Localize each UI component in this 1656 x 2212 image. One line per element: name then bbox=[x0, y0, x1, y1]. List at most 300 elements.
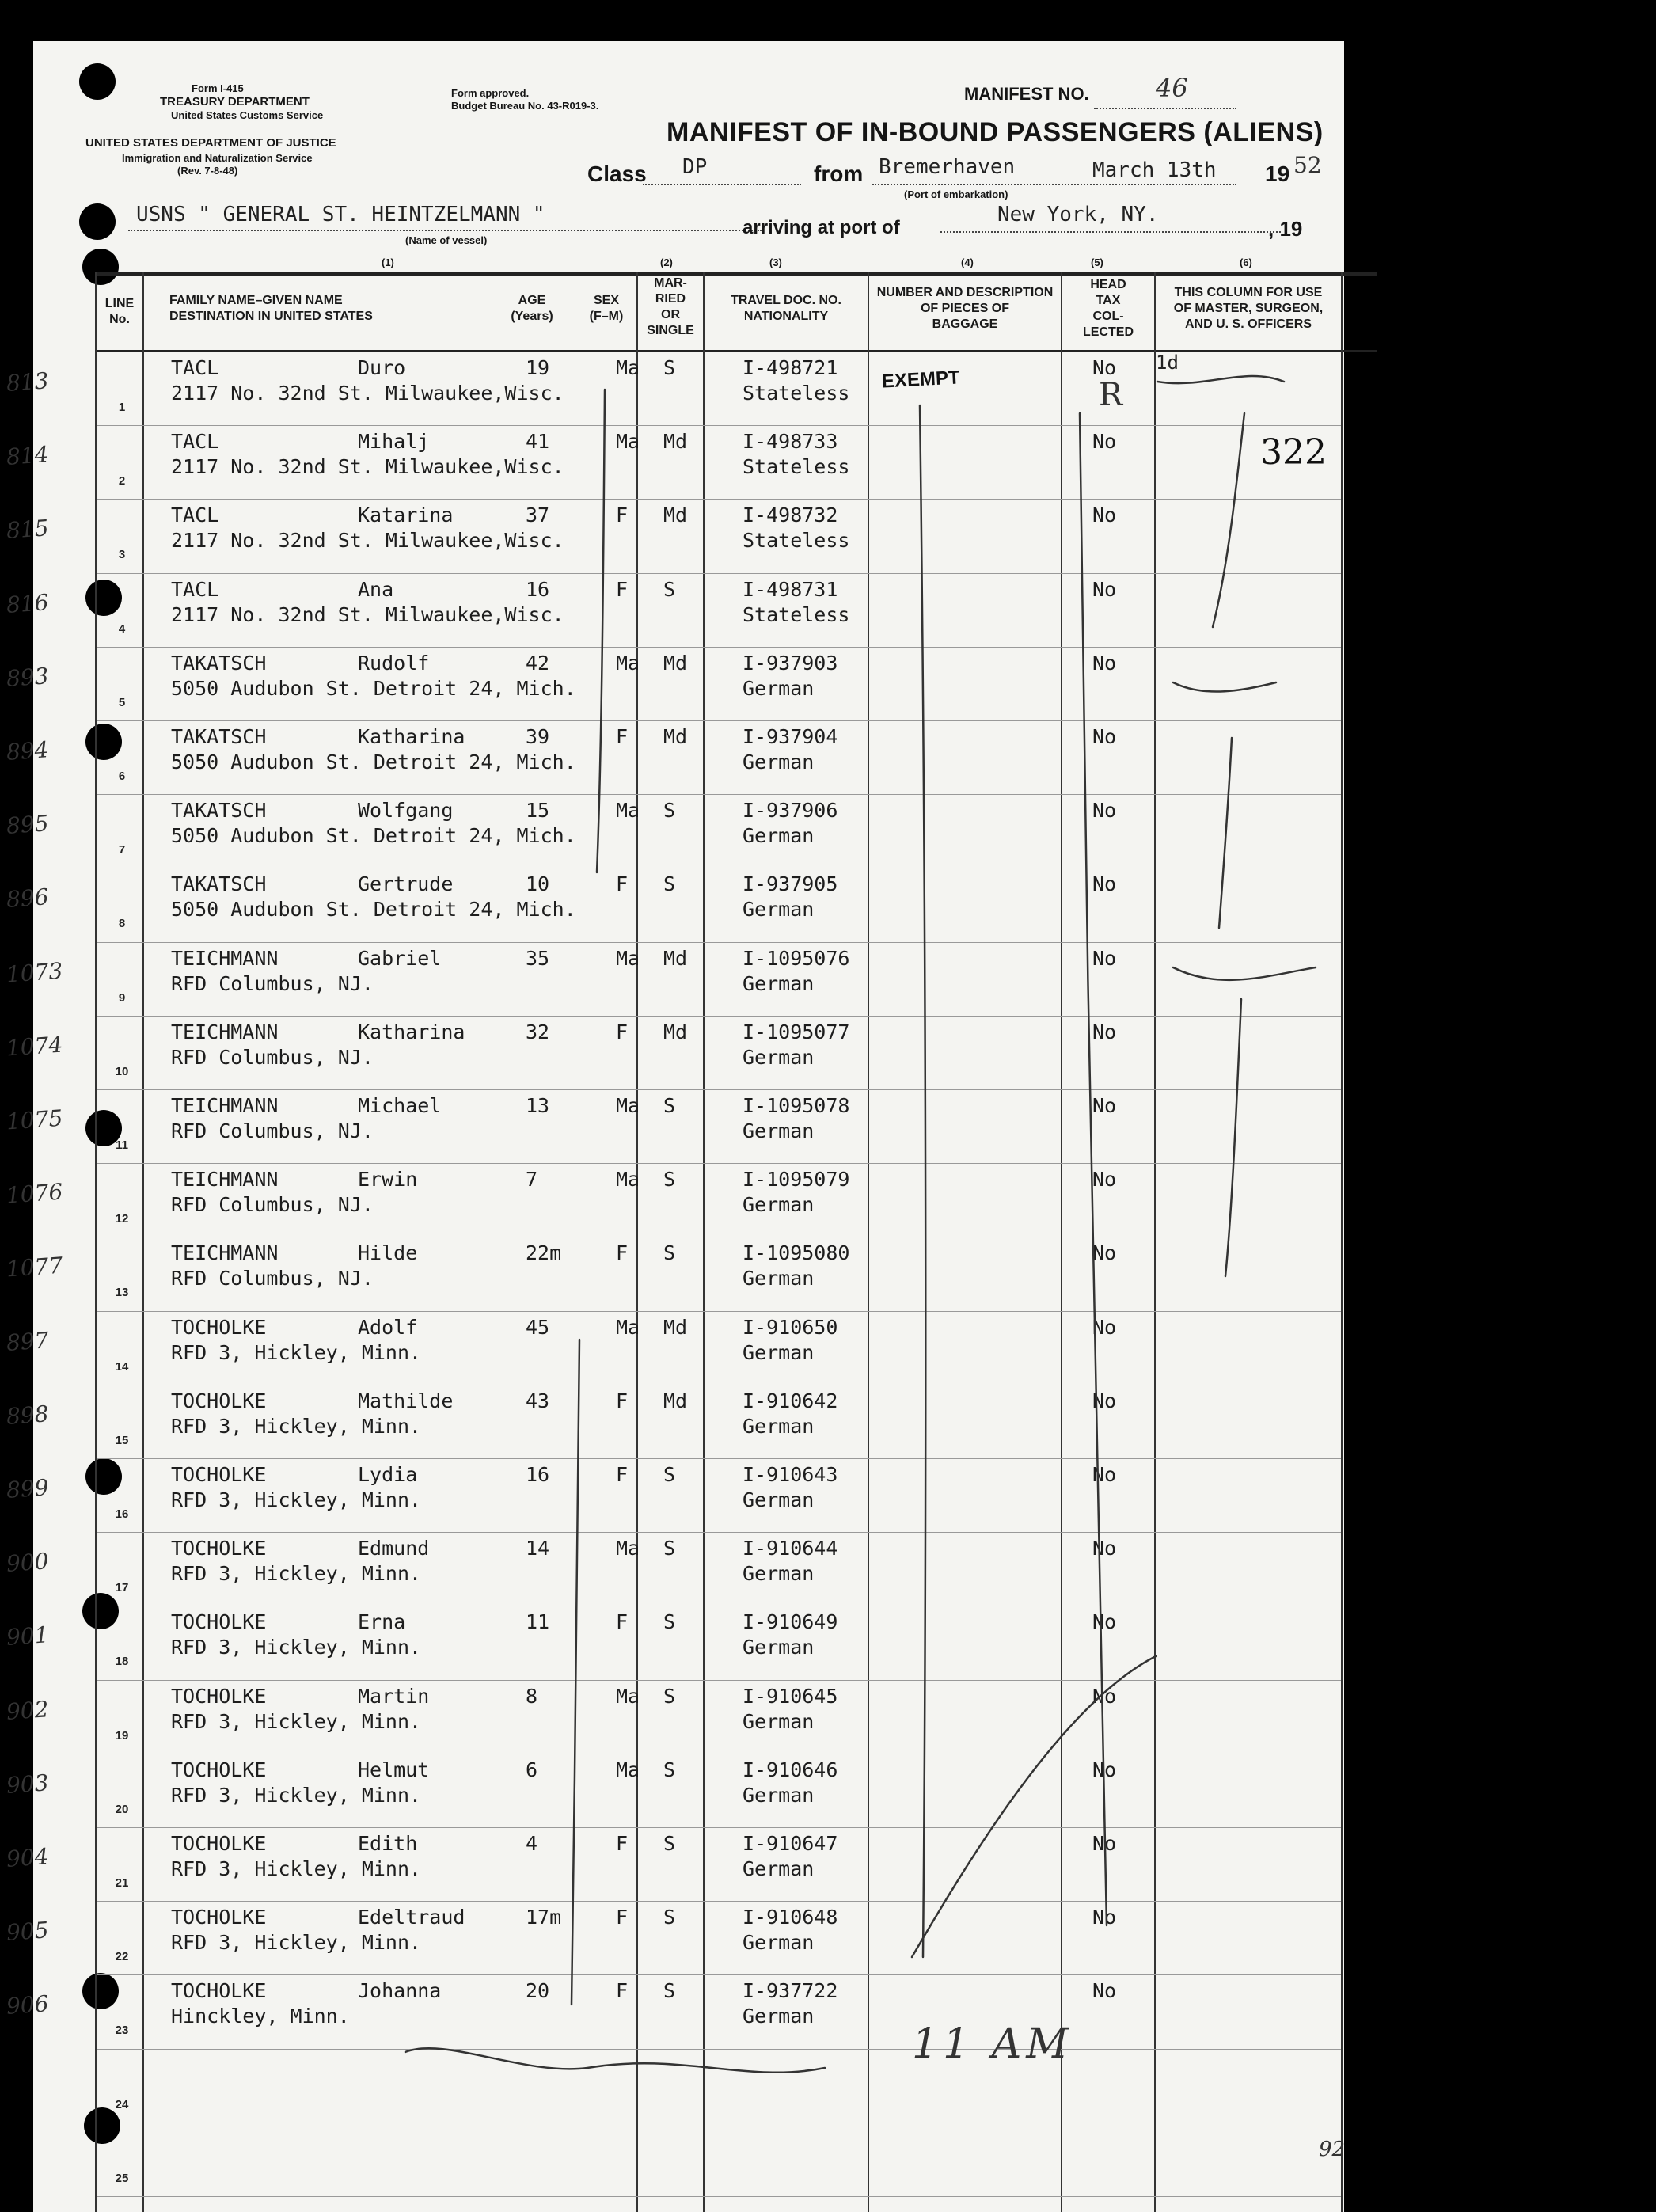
passenger-age: 16 bbox=[526, 1463, 550, 1486]
passenger-given-name: Gabriel bbox=[358, 946, 442, 970]
travel-doc-number: I-910643 bbox=[743, 1463, 838, 1486]
manifest-page bbox=[5, 41, 1346, 2212]
nationality: German bbox=[743, 1340, 815, 1364]
destination-address: RFD 3, Hickley, Minn. bbox=[171, 1562, 422, 1586]
class-label: Class bbox=[587, 162, 647, 186]
travel-doc-number: I-498721 bbox=[743, 356, 838, 379]
passenger-sex: F bbox=[616, 1020, 629, 1043]
passenger-surname: TOCHOLKE bbox=[171, 1610, 267, 1634]
destination-address: Hinckley, Minn. bbox=[171, 2005, 350, 2028]
destination-address: 2117 No. 32nd St. Milwaukee,Wisc. bbox=[171, 602, 564, 626]
destination-address: 5050 Audubon St. Detroit 24, Mich. bbox=[171, 676, 576, 700]
travel-doc-number: I-937904 bbox=[743, 725, 838, 748]
passenger-given-name: Adolf bbox=[358, 1315, 418, 1339]
margin-number: 904 bbox=[5, 1843, 50, 1872]
passenger-sex: Ma bbox=[616, 1168, 640, 1192]
nationality: German bbox=[743, 751, 815, 773]
marital-status: Md bbox=[663, 1389, 688, 1412]
passenger-age: 32 bbox=[526, 1020, 550, 1043]
head-tax: No bbox=[1092, 577, 1117, 601]
nationality: German bbox=[743, 1709, 815, 1733]
passenger-surname: TEICHMANN bbox=[171, 1241, 279, 1265]
passenger-sex: F bbox=[616, 872, 629, 896]
class-value: DP bbox=[682, 155, 708, 179]
line-number: 9 bbox=[118, 990, 126, 1005]
passenger-given-name: Hilde bbox=[358, 1241, 418, 1265]
passenger-surname: TAKATSCH bbox=[171, 725, 267, 748]
marital-status: S bbox=[663, 1094, 676, 1117]
margin-number: 899 bbox=[5, 1474, 50, 1503]
budget-bureau: Budget Bureau No. 43-R019-3. bbox=[451, 100, 599, 112]
form-approved: Form approved. bbox=[451, 87, 530, 99]
head-tax: No bbox=[1092, 1389, 1117, 1412]
passenger-age: 16 bbox=[526, 577, 550, 601]
page-corner-number: 92 bbox=[1319, 2138, 1346, 2161]
passenger-surname: TAKATSCH bbox=[171, 872, 267, 896]
nationality: German bbox=[743, 2005, 815, 2028]
marital-status: Md bbox=[663, 946, 688, 970]
passenger-given-name: Lydia bbox=[358, 1463, 418, 1486]
line-number: 19 bbox=[115, 1728, 129, 1743]
marital-status: S bbox=[663, 577, 676, 601]
head-tax: No bbox=[1092, 799, 1117, 823]
travel-doc-number: I-1095079 bbox=[743, 1168, 850, 1192]
passenger-surname: TOCHOLKE bbox=[171, 1463, 267, 1486]
nationality: German bbox=[743, 676, 815, 700]
margin-number: 814 bbox=[5, 441, 50, 471]
line-number: 6 bbox=[118, 770, 126, 783]
travel-doc-number: I-937905 bbox=[743, 872, 838, 896]
passenger-sex: Ma bbox=[616, 799, 640, 823]
travel-doc-number: I-498731 bbox=[743, 577, 838, 601]
destination-address: 5050 Audubon St. Detroit 24, Mich. bbox=[171, 751, 576, 773]
port-embark-label: (Port of embarkation) bbox=[904, 188, 1008, 200]
passenger-surname: TEICHMANN bbox=[171, 1168, 279, 1192]
passenger-given-name: Martin bbox=[358, 1684, 430, 1708]
line-number: 13 bbox=[115, 1286, 129, 1300]
travel-doc-number: I-910642 bbox=[743, 1389, 838, 1412]
marital-status: S bbox=[663, 1463, 676, 1486]
line-number: 11 bbox=[116, 1138, 128, 1152]
passenger-given-name: Erwin bbox=[358, 1168, 418, 1192]
passenger-age: 17m bbox=[526, 1906, 562, 1929]
col-header-travel: TRAVEL DOC. NO. NATIONALITY bbox=[731, 294, 841, 323]
col-header-name: FAMILY NAME–GIVEN NAME DESTINATION IN UNITED STATES bbox=[169, 294, 373, 323]
passenger-age: 11 bbox=[526, 1610, 550, 1634]
marital-status: Md bbox=[663, 504, 688, 527]
travel-doc-number: I-910649 bbox=[743, 1610, 838, 1634]
justice-dept: UNITED STATES DEPARTMENT OF JUSTICE bbox=[85, 136, 336, 150]
margin-number: 1077 bbox=[5, 1252, 64, 1283]
head-tax: No bbox=[1092, 1020, 1117, 1043]
margin-number: 815 bbox=[5, 515, 50, 545]
destination-address: RFD 3, Hickley, Minn. bbox=[171, 1414, 422, 1438]
passenger-given-name: Mathilde bbox=[358, 1389, 454, 1412]
headtax-mark: R bbox=[1099, 377, 1123, 413]
passenger-age: 42 bbox=[526, 651, 550, 675]
line-number: 22 bbox=[115, 1950, 129, 1964]
margin-number: 1076 bbox=[5, 1178, 64, 1209]
line-number: 20 bbox=[115, 1802, 129, 1816]
line-number: 15 bbox=[115, 1433, 129, 1447]
margin-number: 1074 bbox=[5, 1031, 64, 1062]
passenger-age: 10 bbox=[526, 872, 550, 896]
passenger-surname: TAKATSCH bbox=[171, 799, 267, 823]
nationality: German bbox=[743, 1488, 815, 1511]
passenger-sex: F bbox=[616, 1241, 629, 1265]
column-number: (3) bbox=[769, 257, 782, 268]
destination-address: 2117 No. 32nd St. Milwaukee,Wisc. bbox=[171, 529, 564, 553]
marital-status: S bbox=[663, 1832, 676, 1855]
passenger-given-name: Mihalj bbox=[358, 430, 430, 454]
destination-address: RFD Columbus, NJ. bbox=[171, 1267, 374, 1290]
passenger-age: 39 bbox=[526, 725, 550, 748]
passenger-age: 7 bbox=[526, 1168, 538, 1192]
head-tax: No bbox=[1092, 1906, 1117, 1929]
travel-doc-number: I-910647 bbox=[743, 1832, 838, 1855]
passenger-sex: Ma bbox=[616, 1537, 640, 1560]
head-tax: No bbox=[1092, 1979, 1117, 2003]
passenger-sex: F bbox=[616, 1832, 629, 1855]
line-number: 21 bbox=[115, 1876, 129, 1890]
column-number: (4) bbox=[961, 257, 974, 268]
destination-address: RFD Columbus, NJ. bbox=[171, 1119, 374, 1142]
destination-address: RFD 3, Hickley, Minn. bbox=[171, 1488, 422, 1511]
arriving-label: arriving at port of bbox=[743, 217, 900, 238]
travel-doc-number: I-910645 bbox=[743, 1684, 838, 1708]
passenger-given-name: Edith bbox=[358, 1832, 418, 1855]
passenger-age: 20 bbox=[526, 1979, 550, 2003]
line-number: 24 bbox=[115, 2097, 129, 2111]
margin-number: 894 bbox=[5, 736, 50, 766]
marital-status: Md bbox=[663, 430, 688, 454]
travel-doc-number: I-910646 bbox=[743, 1758, 838, 1781]
destination-address: RFD 3, Hickley, Minn. bbox=[171, 1709, 422, 1733]
margin-number: 816 bbox=[5, 588, 50, 618]
line-number: 3 bbox=[118, 548, 126, 562]
passenger-sex: F bbox=[616, 1979, 629, 2003]
head-tax: No bbox=[1092, 1758, 1117, 1781]
line-number: 4 bbox=[118, 621, 126, 636]
travel-doc-number: I-498733 bbox=[743, 430, 838, 454]
passenger-surname: TOCHOLKE bbox=[171, 1758, 267, 1781]
passenger-age: 19 bbox=[526, 356, 550, 379]
marital-status: S bbox=[663, 872, 676, 896]
line-number: 18 bbox=[115, 1655, 129, 1669]
customs-service: United States Customs Service bbox=[171, 109, 324, 121]
vessel-name: USNS " GENERAL ST. HEINTZELMANN " bbox=[136, 203, 545, 226]
passenger-sex: F bbox=[616, 1906, 629, 1929]
marital-status: S bbox=[663, 1906, 676, 1929]
nationality: Stateless bbox=[743, 382, 850, 405]
destination-address: 5050 Audubon St. Detroit 24, Mich. bbox=[171, 824, 576, 848]
col-header-headtax: HEAD TAX COL- LECTED bbox=[1083, 278, 1134, 339]
passenger-age: 13 bbox=[526, 1094, 550, 1117]
margin-number: 895 bbox=[5, 810, 50, 840]
margin-number: 813 bbox=[5, 367, 50, 397]
passenger-sex: F bbox=[616, 1463, 629, 1486]
passenger-surname: TOCHOLKE bbox=[171, 1684, 267, 1708]
travel-doc-number: I-1095076 bbox=[743, 946, 850, 970]
head-tax: No bbox=[1092, 1241, 1117, 1265]
from-value: Bremerhaven bbox=[879, 155, 1016, 179]
exempt-stamp: EXEMPT bbox=[881, 367, 961, 393]
head-tax: No bbox=[1092, 1315, 1117, 1339]
column-number: (2) bbox=[660, 257, 673, 268]
passenger-surname: TEICHMANN bbox=[171, 1020, 279, 1043]
nationality: German bbox=[743, 1783, 815, 1807]
passenger-sex: F bbox=[616, 504, 629, 527]
page-title: MANIFEST OF IN-BOUND PASSENGERS (ALIENS) bbox=[667, 117, 1324, 147]
head-tax: No bbox=[1092, 504, 1117, 527]
passenger-sex: Ma bbox=[616, 1684, 640, 1708]
passenger-sex: Ma bbox=[616, 1094, 640, 1117]
from-label: from bbox=[814, 162, 864, 186]
travel-doc-number: I-1095080 bbox=[743, 1241, 850, 1265]
col-header-married: MAR- RIED OR SINGLE bbox=[647, 276, 694, 337]
destination-address: RFD 3, Hickley, Minn. bbox=[171, 1636, 422, 1659]
travel-doc-number: I-498732 bbox=[743, 504, 838, 527]
head-tax: No bbox=[1092, 1463, 1117, 1486]
nationality: German bbox=[743, 1267, 815, 1290]
date-value: March 13th bbox=[1092, 158, 1217, 182]
vessel-label: (Name of vessel) bbox=[405, 234, 488, 246]
handwritten-time: 11 AM bbox=[912, 2020, 1073, 2068]
line-number: 17 bbox=[115, 1581, 129, 1595]
travel-doc-number: I-937722 bbox=[743, 1979, 838, 2003]
passenger-surname: TEICHMANN bbox=[171, 1094, 279, 1117]
head-tax: No bbox=[1092, 430, 1117, 454]
destination-address: 2117 No. 32nd St. Milwaukee,Wisc. bbox=[171, 455, 564, 479]
margin-number: 905 bbox=[5, 1917, 50, 1947]
marital-status: S bbox=[663, 1241, 676, 1265]
passenger-given-name: Katharina bbox=[358, 1020, 465, 1043]
passenger-age: 14 bbox=[526, 1537, 550, 1560]
passenger-given-name: Michael bbox=[358, 1094, 442, 1117]
officer-note-row1: 1d bbox=[1156, 352, 1179, 374]
passenger-given-name: Rudolf bbox=[358, 651, 430, 675]
passenger-sex: Ma bbox=[616, 651, 640, 675]
margin-number: 898 bbox=[5, 1400, 50, 1430]
line-number: 14 bbox=[115, 1359, 129, 1374]
line-number: 10 bbox=[115, 1064, 129, 1078]
passenger-surname: TACL bbox=[171, 356, 219, 379]
nationality: German bbox=[743, 1193, 815, 1217]
nationality: German bbox=[743, 1414, 815, 1438]
passenger-age: 6 bbox=[526, 1758, 538, 1781]
column-number: (5) bbox=[1091, 257, 1103, 268]
passenger-surname: TOCHOLKE bbox=[171, 1979, 267, 2003]
line-number: 2 bbox=[118, 474, 126, 488]
travel-doc-number: I-1095078 bbox=[743, 1094, 850, 1117]
head-tax: No bbox=[1092, 1537, 1117, 1560]
passenger-surname: TOCHOLKE bbox=[171, 1906, 267, 1929]
margin-number: 1075 bbox=[5, 1104, 64, 1135]
head-tax: No bbox=[1092, 1684, 1117, 1708]
marital-status: Md bbox=[663, 651, 688, 675]
passenger-sex: Ma bbox=[616, 1758, 640, 1781]
marital-status: S bbox=[663, 1537, 676, 1560]
destination-address: RFD Columbus, NJ. bbox=[171, 1193, 374, 1217]
col-header-sex: SEX (F–M) bbox=[589, 294, 624, 323]
column-number: (6) bbox=[1240, 257, 1252, 268]
nationality: German bbox=[743, 824, 815, 848]
nationality: German bbox=[743, 1562, 815, 1586]
margin-number: 893 bbox=[5, 662, 50, 692]
nationality: German bbox=[743, 898, 815, 922]
year-value: 52 bbox=[1293, 152, 1322, 178]
margin-number: 1073 bbox=[5, 957, 64, 988]
passenger-sex: Ma bbox=[616, 356, 640, 379]
marital-status: S bbox=[663, 799, 676, 823]
passenger-sex: F bbox=[616, 577, 629, 601]
passenger-age: 45 bbox=[526, 1315, 550, 1339]
page-stamp-number: 322 bbox=[1260, 432, 1327, 473]
nationality: German bbox=[743, 971, 815, 995]
line-number: 16 bbox=[115, 1507, 129, 1521]
line-number: 23 bbox=[115, 2024, 129, 2038]
travel-doc-number: I-937903 bbox=[743, 651, 838, 675]
passenger-sex: F bbox=[616, 1389, 629, 1412]
marital-status: S bbox=[663, 356, 676, 379]
marital-status: S bbox=[663, 1610, 676, 1634]
nationality: German bbox=[743, 1931, 815, 1955]
head-tax: No bbox=[1092, 1094, 1117, 1117]
head-tax: No bbox=[1092, 725, 1117, 748]
ins-service: Immigration and Naturalization Service bbox=[122, 152, 313, 164]
passenger-age: 22m bbox=[526, 1241, 562, 1265]
line-number: 25 bbox=[115, 2171, 129, 2185]
passenger-sex: F bbox=[616, 1610, 629, 1634]
revision-date: (Rev. 7-8-48) bbox=[177, 165, 238, 177]
travel-doc-number: I-1095077 bbox=[743, 1020, 850, 1043]
passenger-surname: TEICHMANN bbox=[171, 946, 279, 970]
manifest-no-label: MANIFEST NO. bbox=[964, 84, 1089, 104]
arriving-year: , 19 bbox=[1268, 217, 1303, 241]
destination-address: RFD Columbus, NJ. bbox=[171, 1045, 374, 1069]
head-tax: No bbox=[1092, 356, 1117, 379]
col-header-line: LINE No. bbox=[104, 297, 135, 326]
margin-number: 903 bbox=[5, 1769, 50, 1799]
travel-doc-number: I-937906 bbox=[743, 799, 838, 823]
margin-number: 901 bbox=[5, 1621, 50, 1651]
passenger-given-name: Edmund bbox=[358, 1537, 430, 1560]
nationality: Stateless bbox=[743, 529, 850, 553]
nationality: German bbox=[743, 1636, 815, 1659]
passenger-given-name: Katarina bbox=[358, 504, 454, 527]
passenger-surname: TACL bbox=[171, 577, 219, 601]
passenger-age: 4 bbox=[526, 1832, 538, 1855]
destination-address: RFD 3, Hickley, Minn. bbox=[171, 1857, 422, 1880]
passenger-sex: Ma bbox=[616, 430, 640, 454]
line-number: 7 bbox=[118, 843, 126, 857]
passenger-sex: F bbox=[616, 725, 629, 748]
destination-address: RFD 3, Hickley, Minn. bbox=[171, 1340, 422, 1364]
line-number: 8 bbox=[118, 917, 126, 931]
travel-doc-number: I-910644 bbox=[743, 1537, 838, 1560]
nationality: German bbox=[743, 1045, 815, 1069]
year-prefix: 19 bbox=[1265, 162, 1290, 186]
passenger-age: 41 bbox=[526, 430, 550, 454]
passenger-surname: TAKATSCH bbox=[171, 651, 267, 675]
destination-address: RFD 3, Hickley, Minn. bbox=[171, 1783, 422, 1807]
nationality: German bbox=[743, 1119, 815, 1142]
form-number: Form I-415 bbox=[192, 82, 244, 94]
marital-status: Md bbox=[663, 725, 688, 748]
marital-status: S bbox=[663, 1684, 676, 1708]
margin-number: 906 bbox=[5, 1990, 50, 2020]
passenger-given-name: Duro bbox=[358, 356, 406, 379]
passenger-given-name: Erna bbox=[358, 1610, 406, 1634]
travel-doc-number: I-910648 bbox=[743, 1906, 838, 1929]
head-tax: No bbox=[1092, 1610, 1117, 1634]
head-tax: No bbox=[1092, 1168, 1117, 1192]
passenger-age: 35 bbox=[526, 946, 550, 970]
passenger-given-name: Katharina bbox=[358, 725, 465, 748]
destination-address: RFD Columbus, NJ. bbox=[171, 971, 374, 995]
passenger-age: 37 bbox=[526, 504, 550, 527]
passenger-surname: TOCHOLKE bbox=[171, 1389, 267, 1412]
marital-status: Md bbox=[663, 1315, 688, 1339]
passenger-surname: TACL bbox=[171, 504, 219, 527]
passenger-surname: TOCHOLKE bbox=[171, 1832, 267, 1855]
destination-address: 5050 Audubon St. Detroit 24, Mich. bbox=[171, 898, 576, 922]
marital-status: S bbox=[663, 1758, 676, 1781]
passenger-age: 8 bbox=[526, 1684, 538, 1708]
destination-address: 2117 No. 32nd St. Milwaukee,Wisc. bbox=[171, 382, 564, 405]
passenger-sex: Ma bbox=[616, 1315, 640, 1339]
passenger-given-name: Gertrude bbox=[358, 872, 454, 896]
manifest-number: 46 bbox=[1156, 73, 1188, 103]
passenger-surname: TACL bbox=[171, 430, 219, 454]
marital-status: Md bbox=[663, 1020, 688, 1043]
passenger-given-name: Helmut bbox=[358, 1758, 430, 1781]
nationality: German bbox=[743, 1857, 815, 1880]
col-header-baggage: NUMBER AND DESCRIPTION OF PIECES OF BAGGAGE bbox=[876, 286, 1054, 331]
nationality: Stateless bbox=[743, 602, 850, 626]
passenger-given-name: Ana bbox=[358, 577, 394, 601]
destination-address: RFD 3, Hickley, Minn. bbox=[171, 1931, 422, 1955]
nationality: Stateless bbox=[743, 455, 850, 479]
line-number: 5 bbox=[118, 695, 126, 709]
passenger-given-name: Johanna bbox=[358, 1979, 442, 2003]
head-tax: No bbox=[1092, 946, 1117, 970]
passenger-age: 15 bbox=[526, 799, 550, 823]
head-tax: No bbox=[1092, 651, 1117, 675]
margin-number: 897 bbox=[5, 1326, 50, 1356]
treasury-dept: TREASURY DEPARTMENT bbox=[160, 95, 310, 108]
margin-number: 900 bbox=[5, 1548, 50, 1578]
head-tax: No bbox=[1092, 1832, 1117, 1855]
marital-status: S bbox=[663, 1979, 676, 2003]
head-tax: No bbox=[1092, 872, 1117, 896]
line-number: 1 bbox=[118, 401, 126, 414]
travel-doc-number: I-910650 bbox=[743, 1315, 838, 1339]
margin-number: 902 bbox=[5, 1695, 50, 1725]
arriving-value: New York, NY. bbox=[997, 203, 1159, 226]
passenger-sex: Ma bbox=[616, 946, 640, 970]
margin-number: 896 bbox=[5, 884, 50, 914]
marital-status: S bbox=[663, 1168, 676, 1192]
passenger-surname: TOCHOLKE bbox=[171, 1315, 267, 1339]
passenger-surname: TOCHOLKE bbox=[171, 1537, 267, 1560]
passenger-age: 43 bbox=[526, 1389, 550, 1412]
line-number: 12 bbox=[115, 1212, 129, 1226]
col-header-officers: THIS COLUMN FOR USE OF MASTER, SURGEON, AND U. S. OFFICERS bbox=[1173, 286, 1324, 331]
column-number: (1) bbox=[382, 257, 394, 268]
handwritten-strokes bbox=[33, 41, 1344, 2212]
passenger-given-name: Edeltraud bbox=[358, 1906, 465, 1929]
